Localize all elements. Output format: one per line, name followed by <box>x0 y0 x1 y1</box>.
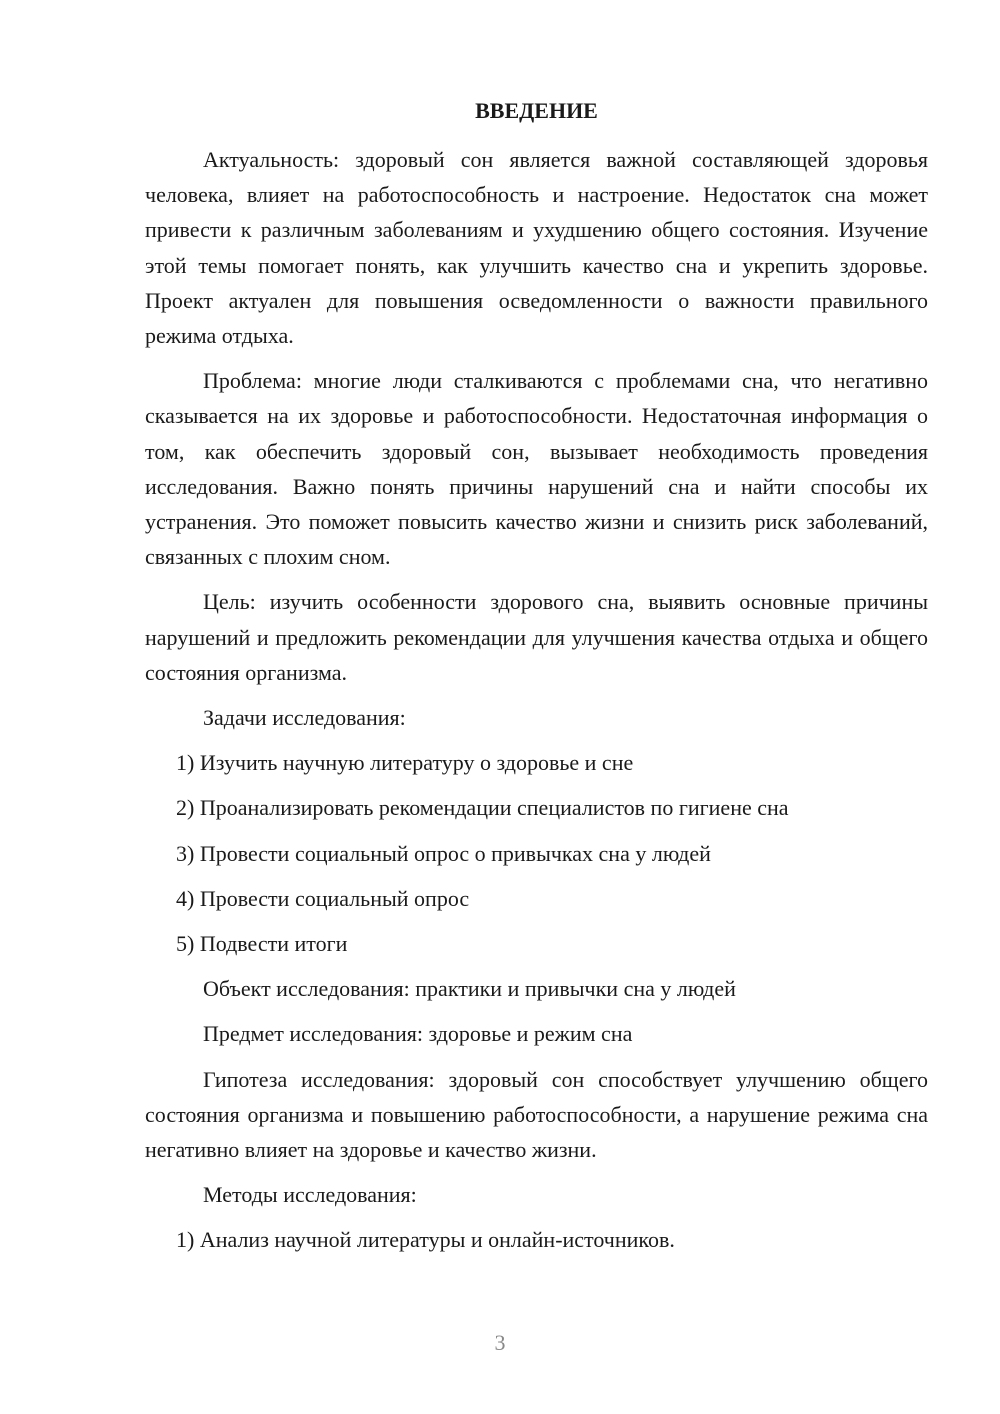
goal-paragraph: Цель: изучить особенности здорового сна, выявить основные причины нарушений и предложить рекомендации для улучшения качества отдыха и общего состояния организма. <box>145 589 928 685</box>
section-title: ВВЕДЕНИЕ <box>475 98 598 123</box>
hypothesis-paragraph: Гипотеза исследования: здоровый сон способствует улучшению общего состояния организма и повышению работоспособности, а нарушение режима сна негативно влияет на здоровье и качество жизни. <box>145 1066 928 1163</box>
task-item: 5) Подвести итоги <box>176 931 348 957</box>
research-object: Объект исследования: практики и привычки сна у людей <box>203 976 736 1002</box>
task-item: 3) Провести социальный опрос о привычках сна у людей <box>176 840 711 866</box>
relevance-paragraph: Актуальность: здоровый сон является важной составляющей здоровья человека, влияет на работоспособность и настроение. Недостаток сна может привести к различным заболеваниям и ухудшению общего состояния. Изучение этой темы помогает понять, как улучшить качество сна и укрепить здоровье. Проект актуален для повышения осведомленности о важности правильного режима отдыха. <box>145 147 928 349</box>
page-content <box>145 94 928 1268</box>
task-item: 2) Проанализировать рекомендации специалистов по гигиене сна <box>176 795 789 821</box>
methods-heading: Методы исследования: <box>203 1182 417 1208</box>
task-item: 1) Изучить научную литературу о здоровье и сне <box>176 750 634 776</box>
research-subject: Предмет исследования: здоровье и режим сна <box>203 1021 633 1047</box>
task-item: 4) Провести социальный опрос <box>176 885 470 911</box>
page-number: 3 <box>494 1330 506 1355</box>
tasks-heading: Задачи исследования: <box>203 705 406 731</box>
problem-paragraph: Проблема: многие люди сталкиваются с проблемами сна, что негативно сказывается на их здоровье и работоспособности. Недостаточная информация о том, как обеспечить здоровый сон, вызывает необходимость проведения исследования. Важно понять причины нарушений сна и найти способы их устранения. Это поможет повысить качество жизни и снизить риск заболеваний, связанных с плохим сном. <box>145 368 928 570</box>
method-item: 1) Анализ научной литературы и онлайн-источников. <box>176 1227 675 1253</box>
